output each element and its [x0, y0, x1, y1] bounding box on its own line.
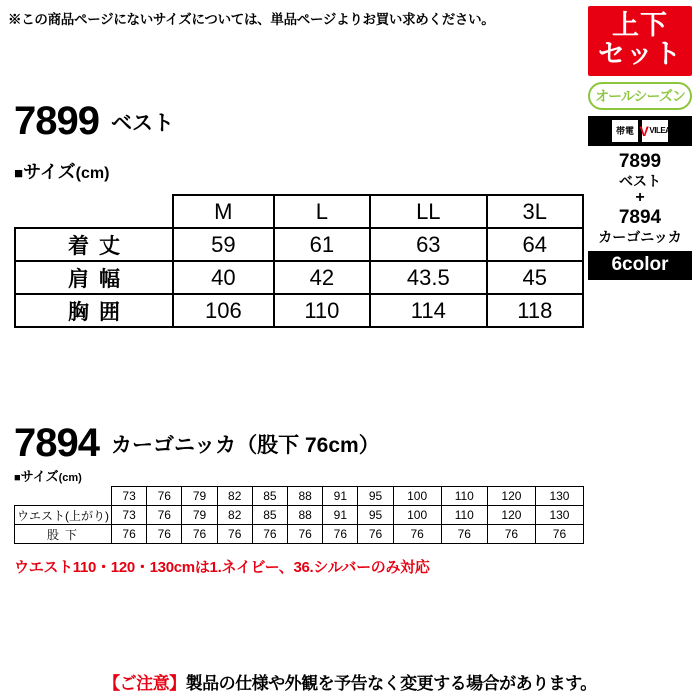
vilea-icon: [639, 120, 671, 142]
col-header-m: M: [173, 195, 274, 228]
size-label-text-7899: サイズ: [23, 162, 76, 182]
size-label-text-7894: サイズ: [20, 469, 59, 484]
table-header-row: [15, 487, 584, 506]
col-header-3l: 3L: [487, 195, 583, 228]
v-glyph: V: [639, 123, 649, 139]
caution-text: 製品の仕様や外観を予告なく変更する場合があります。: [185, 674, 597, 693]
season-badge: オールシーズン: [588, 82, 692, 110]
size-label-unit-7899: (cm): [75, 165, 110, 182]
cell-shoulder-ll: 43.5: [370, 261, 487, 294]
caution-note: [0, 669, 700, 694]
table-header-row: [15, 195, 583, 228]
set-item-number-2: 7894: [618, 207, 662, 229]
size-label-7894: [14, 466, 82, 485]
product-heading-7894: [14, 421, 380, 465]
cell-shoulder-m: 40: [173, 261, 274, 294]
size-table-7894: [14, 486, 584, 544]
cell-inseam-100: 76: [393, 525, 441, 544]
row-header-waist: ウエスト(上がり): [15, 506, 112, 525]
cell-chest-ll: 114: [370, 294, 487, 327]
table-row: [15, 228, 583, 261]
cell-waist-110: 110: [441, 506, 487, 525]
cell-waist-95: 95: [358, 506, 393, 525]
set-contents-list: [588, 151, 692, 245]
right-info-panel: [588, 6, 692, 280]
cell-shoulder-l: 42: [274, 261, 370, 294]
cell-inseam-85: 76: [252, 525, 287, 544]
cell-inseam-79: 76: [182, 525, 217, 544]
cell-inseam-95: 76: [358, 525, 393, 544]
cell-chest-m: 106: [173, 294, 274, 327]
table-row: [15, 525, 584, 544]
col-header-85: 85: [252, 487, 287, 506]
size-label-square-7899: ■: [14, 165, 24, 182]
cell-waist-82: 82: [217, 506, 252, 525]
cell-length-3l: 64: [487, 228, 583, 261]
product-name-7894: カーゴニッカ（股下 76cm）: [110, 434, 380, 457]
col-header-95: 95: [358, 487, 393, 506]
row-header-chest: 胸囲: [15, 294, 173, 327]
table-row: [15, 294, 583, 327]
set-item-name-1: ベスト: [619, 172, 661, 189]
set-item-name-2: カーゴニッカ: [598, 229, 682, 246]
table-row: [15, 506, 584, 525]
set-item-number-1: 7899: [618, 151, 662, 172]
vilea-text: VILEA: [649, 126, 671, 135]
cell-inseam-76: 76: [147, 525, 182, 544]
row-header-length: 着丈: [15, 228, 173, 261]
product-heading-7899: [14, 99, 174, 143]
set-badge: [588, 6, 692, 76]
size-label-7899: [14, 158, 109, 184]
cell-length-m: 59: [173, 228, 274, 261]
set-plus-sign: +: [635, 188, 645, 206]
table-corner-cell: [15, 195, 173, 228]
jis-icon: 帯電: [612, 120, 638, 142]
row-header-shoulder: 肩幅: [15, 261, 173, 294]
cell-waist-79: 79: [182, 506, 217, 525]
set-badge-line1: 上下: [612, 10, 668, 40]
cell-shoulder-3l: 45: [487, 261, 583, 294]
cell-waist-76: 76: [147, 506, 182, 525]
cell-inseam-120: 76: [487, 525, 535, 544]
top-note: ※この商品ページにないサイズについては、単品ページよりお買い求めください。: [8, 12, 495, 27]
cell-inseam-82: 76: [217, 525, 252, 544]
feature-icon-row: [588, 116, 692, 146]
col-header-79: 79: [182, 487, 217, 506]
col-header-l: L: [274, 195, 370, 228]
product-name-7899: ベスト: [110, 112, 174, 135]
set-badge-line2: セット: [598, 39, 682, 69]
product-number-7899: 7899: [14, 99, 99, 143]
col-header-110: 110: [441, 487, 487, 506]
cell-inseam-73: 76: [112, 525, 147, 544]
cell-waist-91: 91: [323, 506, 358, 525]
color-count-badge: 6color: [588, 251, 692, 280]
size-label-unit-7894: (cm): [58, 472, 82, 484]
caution-lead: 【ご注意】: [103, 674, 186, 693]
cell-chest-3l: 118: [487, 294, 583, 327]
cell-waist-73: 73: [112, 506, 147, 525]
size-availability-note: ウエスト110・120・130cmは1.ネイビー、36.シルバーのみ対応: [14, 559, 430, 576]
table-corner-cell-7894: [15, 487, 112, 506]
size-table-7899: [14, 194, 584, 328]
cell-inseam-130: 76: [535, 525, 583, 544]
cell-inseam-88: 76: [288, 525, 323, 544]
col-header-82: 82: [217, 487, 252, 506]
table-row: [15, 261, 583, 294]
cell-waist-100: 100: [393, 506, 441, 525]
cell-inseam-91: 76: [323, 525, 358, 544]
col-header-73: 73: [112, 487, 147, 506]
col-header-76: 76: [147, 487, 182, 506]
col-header-88: 88: [288, 487, 323, 506]
row-header-inseam: 股下: [15, 525, 112, 544]
cell-waist-88: 88: [288, 506, 323, 525]
col-header-91: 91: [323, 487, 358, 506]
cell-waist-85: 85: [252, 506, 287, 525]
cell-length-ll: 63: [370, 228, 487, 261]
col-header-120: 120: [487, 487, 535, 506]
cell-waist-120: 120: [487, 506, 535, 525]
cell-chest-l: 110: [274, 294, 370, 327]
col-header-100: 100: [393, 487, 441, 506]
cell-inseam-110: 76: [441, 525, 487, 544]
cell-waist-130: 130: [535, 506, 583, 525]
product-number-7894: 7894: [14, 421, 99, 465]
size-label-square-7894: ■: [14, 472, 21, 484]
col-header-ll: LL: [370, 195, 487, 228]
cell-length-l: 61: [274, 228, 370, 261]
col-header-130: 130: [535, 487, 583, 506]
